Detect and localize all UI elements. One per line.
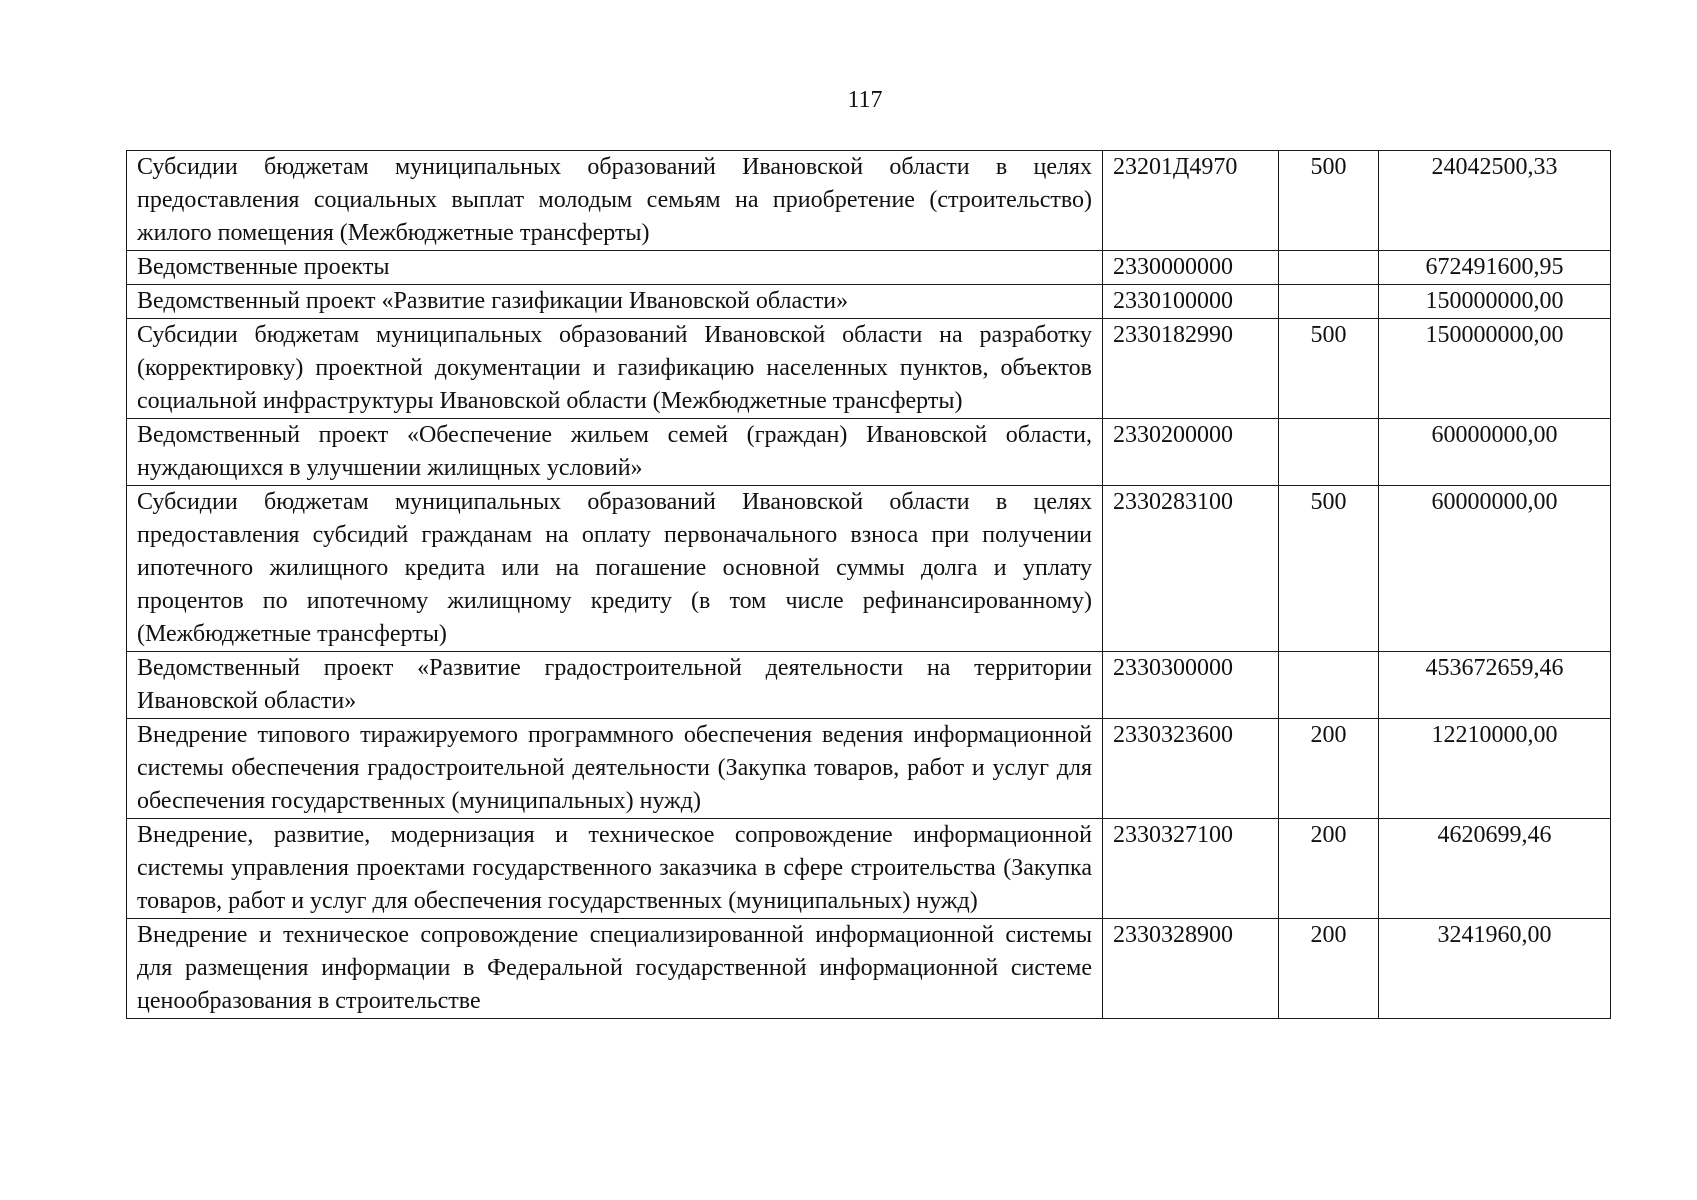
table-row (127, 719, 1611, 819)
table-row (127, 919, 1611, 1019)
amount-cell: 24042500,33 (1379, 151, 1611, 251)
table-row (127, 819, 1611, 919)
target-code-cell: 2330182990 (1103, 319, 1279, 419)
page-number: 117 (847, 87, 883, 113)
target-code-cell: 2330300000 (1103, 652, 1279, 719)
target-code-cell: 2330200000 (1103, 419, 1279, 486)
table-row (127, 652, 1611, 719)
amount-cell: 60000000,00 (1379, 486, 1611, 652)
target-code-cell: 23201Д4970 (1103, 151, 1279, 251)
amount-cell: 150000000,00 (1379, 285, 1611, 319)
amount-cell: 4620699,46 (1379, 819, 1611, 919)
target-code-cell: 2330283100 (1103, 486, 1279, 652)
expense-name-cell: Субсидии бюджетам муниципальных образований Ивановской области на разработку (корректировку) проектной документации и газификацию населенных пунктов, объектов социальной инфраструктуры Ивановской области (Межбюджетные трансферты) (127, 319, 1103, 419)
expense-name-cell: Субсидии бюджетам муниципальных образований Ивановской области в целях предоставления субсидий гражданам на оплату первоначального взноса при получении ипотечного жилищного кредита или на погашение основной суммы долга и уплату процентов по ипотечному жилищному кредиту (в том числе рефинансированному) (Межбюджетные трансферты) (127, 486, 1103, 652)
target-code-cell: 2330100000 (1103, 285, 1279, 319)
table-row (127, 285, 1611, 319)
expense-type-cell (1279, 652, 1379, 719)
table-row (127, 251, 1611, 285)
amount-cell: 60000000,00 (1379, 419, 1611, 486)
expense-type-cell: 500 (1279, 319, 1379, 419)
amount-cell: 453672659,46 (1379, 652, 1611, 719)
target-code-cell: 2330000000 (1103, 251, 1279, 285)
expense-name-cell: Субсидии бюджетам муниципальных образований Ивановской области в целях предоставления социальных выплат молодым семьям на приобретение (строительство) жилого помещения (Межбюджетные трансферты) (127, 151, 1103, 251)
target-code-cell: 2330323600 (1103, 719, 1279, 819)
target-code-cell: 2330327100 (1103, 819, 1279, 919)
expense-type-cell: 200 (1279, 719, 1379, 819)
expense-name-cell: Ведомственные проекты (127, 251, 1103, 285)
amount-cell: 3241960,00 (1379, 919, 1611, 1019)
expense-name-cell: Внедрение и техническое сопровождение специализированной информационной системы для размещения информации в Федеральной государственной информационной системе ценообразования в строительстве (127, 919, 1103, 1019)
expense-name-cell: Ведомственный проект «Развитие градостроительной деятельности на территории Ивановской области» (127, 652, 1103, 719)
budget-table (126, 150, 1611, 1019)
expense-type-cell: 200 (1279, 919, 1379, 1019)
expense-type-cell (1279, 285, 1379, 319)
expense-type-cell (1279, 251, 1379, 285)
amount-cell: 12210000,00 (1379, 719, 1611, 819)
amount-cell: 672491600,95 (1379, 251, 1611, 285)
expense-name-cell: Внедрение, развитие, модернизация и техническое сопровождение информационной системы управления проектами государственного заказчика в сфере строительства (Закупка товаров, работ и услуг для обеспечения государственных (муниципальных) нужд) (127, 819, 1103, 919)
amount-cell: 150000000,00 (1379, 319, 1611, 419)
expense-type-cell: 500 (1279, 486, 1379, 652)
expense-name-cell: Внедрение типового тиражируемого программного обеспечения ведения информационной системы обеспечения градостроительной деятельности (Закупка товаров, работ и услуг для обеспечения государственных (муниципальных) нужд) (127, 719, 1103, 819)
expense-name-cell: Ведомственный проект «Обеспечение жильем семей (граждан) Ивановской области, нуждающихся в улучшении жилищных условий» (127, 419, 1103, 486)
table-row (127, 151, 1611, 251)
expense-name-cell: Ведомственный проект «Развитие газификации Ивановской области» (127, 285, 1103, 319)
expense-type-cell (1279, 419, 1379, 486)
expense-type-cell: 500 (1279, 151, 1379, 251)
table-row (127, 319, 1611, 419)
table-row (127, 419, 1611, 486)
target-code-cell: 2330328900 (1103, 919, 1279, 1019)
expense-type-cell: 200 (1279, 819, 1379, 919)
table-row (127, 486, 1611, 652)
